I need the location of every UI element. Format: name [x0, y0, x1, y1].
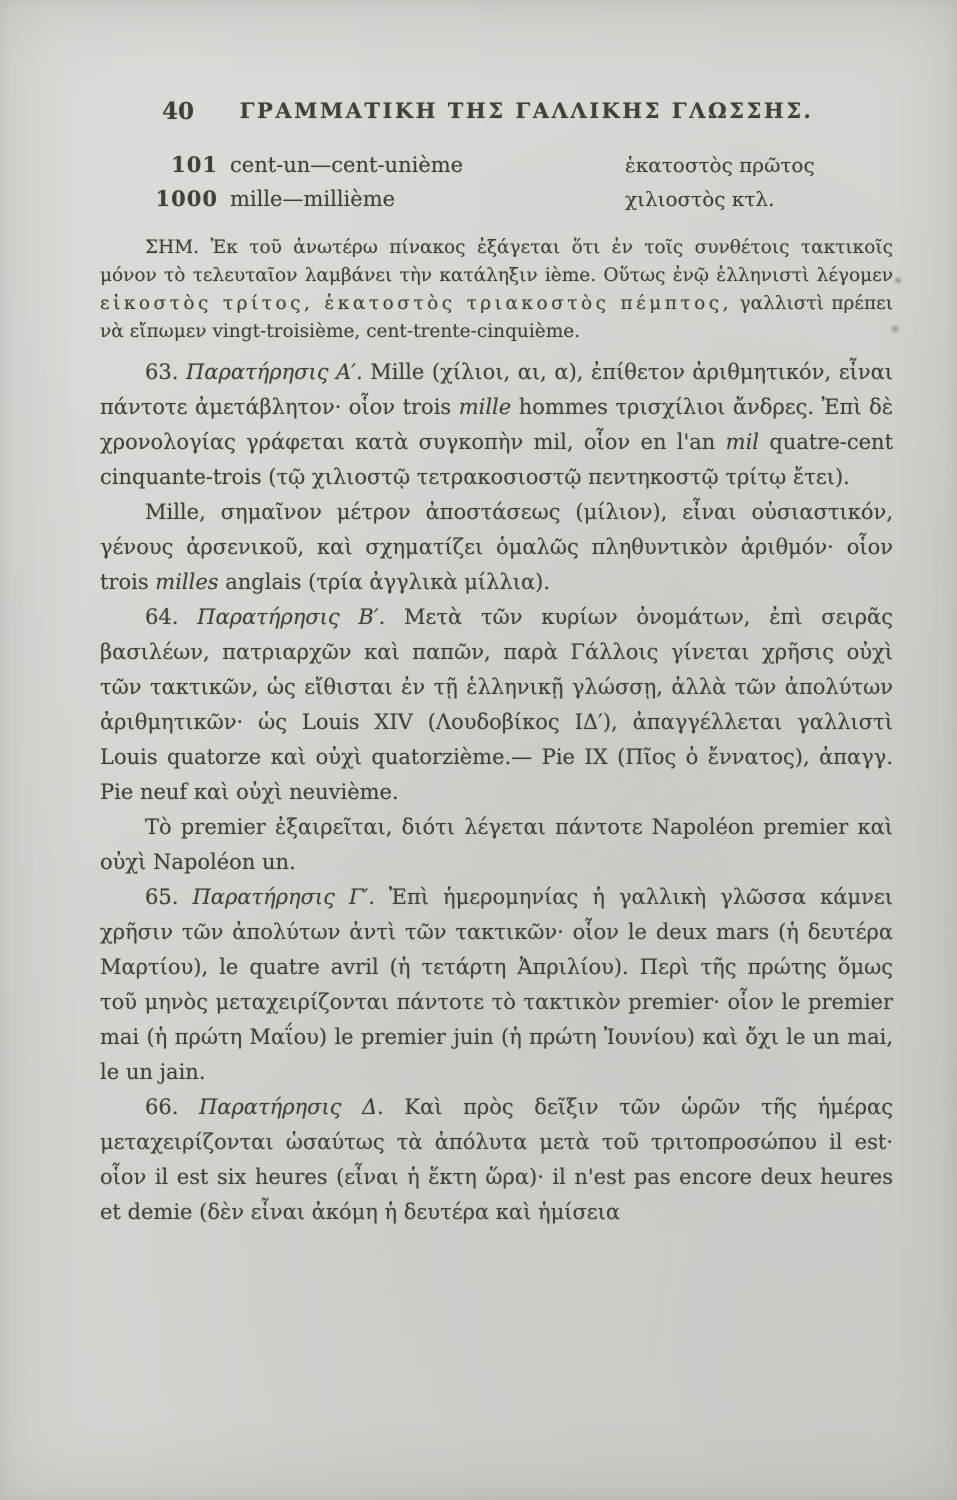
text-run: καὶ οὐχὶ: [261, 745, 372, 769]
text-run: le deux mars: [627, 920, 770, 944]
text-run: Napoléon premier: [651, 815, 849, 839]
text-run: Napoléon un.: [153, 850, 296, 874]
text-run: 63.: [145, 360, 186, 384]
text-run: Ἐπὶ ἡμερομηνίας ἡ γαλλικὴ γλῶσσα κάμνει χρῆσιν τῶν ἀπολύτων ἀντὶ τῶν τακτικῶν· οἷον: [100, 885, 894, 944]
greek-translation: χιλιοστὸς κτλ.: [625, 187, 775, 211]
text-run: il est: [829, 1130, 887, 1154]
text-run: ἐξαιρεῖται, διότι λέγεται πάντοτε: [265, 815, 652, 839]
text-run: il est six heures: [154, 1165, 328, 1189]
text-run: Παρατήρησις Γ′.: [192, 885, 375, 909]
text-run: le premier juin: [334, 1025, 494, 1049]
body-text: [100, 234, 893, 1230]
text-run: Τὸ: [145, 815, 181, 839]
paragraph-66: [100, 1090, 893, 1230]
text-run: Ἐκ τοῦ ἀνωτέρω πίνακος ἐξάγεται ὅτι ἐν τοῖς συνθέτοις τακτικοῖς μόνον τὸ τελευταῖον λαμβάνει τὴν κατάληξιν: [100, 237, 893, 286]
text-run: (τρία ἀγγλικὰ μίλλια).: [308, 570, 550, 594]
text-run: . Οὕτως ἐνῷ ἑλληνιστὶ λέγομεν: [590, 265, 893, 286]
text-run: , σημαῖνον μέτρον ἀποστάσεως (μίλιον), εἶναι οὐσιαστικόν, γένους ἀρσενικοῦ, καὶ σχηματίζει ὁμαλῶς πληθυντικὸν ἀριθμόν· οἷον: [100, 500, 893, 559]
text-run: (χίλιοι, αι, α), ἐπίθετον ἀριθμητικόν, εἶναι πάντοτε ἀμετάβλητον· οἷον: [100, 360, 893, 419]
text-run: en l'an: [640, 430, 726, 454]
numeral-table: [100, 152, 893, 220]
text-run: mil: [533, 430, 567, 454]
text-run: , οἷον: [566, 430, 641, 454]
text-run: Παρατήρησις Β′.: [197, 605, 386, 629]
paragraph-63: [100, 355, 893, 495]
text-run: vingt-troisième, cent-trente-cinquième.: [212, 321, 581, 342]
numeral-value: 1000: [155, 186, 218, 211]
text-run: le quatre avril: [219, 955, 379, 979]
french-ordinal: cent-un—cent-unième: [230, 153, 464, 177]
text-run: (ἡ πρώτη Μαΐου): [139, 1025, 335, 1049]
text-run: 64.: [145, 605, 198, 629]
text-run: καὶ οὐχὶ: [187, 780, 290, 804]
text-run: καὶ οὐχὶ: [100, 815, 893, 874]
text-run: Καὶ πρὸς δεῖξιν τῶν ὡρῶν τῆς ἡμέρας μεταχειρίζονται ὡσαύτως τὰ ἀπόλυτα μετὰ τοῦ τριτοπροσώπου: [100, 1095, 893, 1154]
french-ordinal: mille—millième: [230, 187, 396, 211]
text-run: 65.: [145, 885, 193, 909]
numeral-row-101: [100, 152, 893, 186]
text-run: · οἷον: [713, 990, 782, 1014]
text-run: · οἷον: [100, 1130, 893, 1189]
text-run: Παρατήρησις Δ.: [198, 1095, 384, 1119]
text-run: milles: [155, 570, 219, 594]
text-run: quatre-cent cinquante-trois: [100, 430, 894, 489]
text-run: neuvième.: [289, 780, 399, 804]
text-run: le un mai, le un jain.: [100, 1025, 894, 1084]
text-run: —: [511, 745, 542, 769]
text-run: premier: [180, 815, 266, 839]
paper-speck: [893, 276, 903, 285]
numeral-row-1000: [100, 186, 893, 220]
text-run: εἰκοστὸς τρίτος, ἑκατοστὸς τριακοστὸς πέμπτος,: [100, 293, 733, 314]
text-run: quatorzième.: [371, 745, 512, 769]
text-run: trois: [402, 395, 459, 419]
text-run: ΣΗΜ.: [145, 237, 211, 258]
running-title: ΓΡΑΜΜΑΤΙΚΗ ΤΗΣ ΓΑΛΛΙΚΗΣ ΓΛΩΣΣΗΣ.: [239, 98, 814, 123]
text-run: mille: [458, 395, 512, 419]
text-run: Μετὰ τῶν κυρίων ὀνομάτων, ἐπὶ σειρᾶς βασιλέων, πατριαρχῶν καὶ παπῶν, παρὰ Γάλλοις γίνεται χρῆσις οὐχὶ τῶν τακτικῶν, ὡς εἴθισται ἐν τῇ ἑλληνικῇ γλώσσῃ, ἀλλὰ τῶν ἀπολύτων ἀριθμητικῶν· ὡς: [100, 605, 893, 734]
numeral-value: 101: [171, 152, 218, 177]
paragraph-64: [100, 600, 893, 810]
text-run: (εἶναι ἡ ἕκτη ὥρα)·: [327, 1165, 553, 1189]
text-run: (Πῖος ὁ ἔννατος), ἀπαγγ.: [607, 745, 894, 769]
text-run: 66.: [145, 1095, 199, 1119]
page-header: [100, 98, 893, 128]
text-run: (Λουδοβίκος ΙΔ′), ἀπαγγέλλεται γαλλιστὶ: [412, 710, 893, 734]
text-run: γαλλιστὶ πρέπει νὰ εἴπωμεν: [100, 293, 894, 342]
text-run: ième: [544, 265, 591, 286]
text-run: mil: [725, 430, 760, 454]
text-run: (ἡ δευτέρα Μαρτίου),: [100, 920, 894, 979]
text-run: Pie IX: [541, 745, 608, 769]
text-run: Mille: [370, 360, 425, 384]
text-run: anglais: [218, 570, 309, 594]
text-run: (ἡ τετάρτη Ἀπριλίου). Περὶ τῆς πρώτης ὅμως τοῦ μηνὸς μεταχειρίζονται πάντοτε τὸ τακτικὸν: [100, 955, 893, 1014]
text-run: τρισχίλιοι ἄνδρες. Ἐπὶ δὲ χρονολογίας γράφεται κατὰ συγκοπὴν: [100, 395, 893, 454]
text-run: hommes: [511, 395, 616, 419]
paragraph-premier: [100, 810, 893, 880]
page-number: 40: [162, 98, 195, 125]
text-run: Louis quatorze: [100, 745, 262, 769]
paragraph-mille: [100, 495, 893, 600]
text-run: Παρατήρησις Α′.: [185, 360, 363, 384]
paragraph-65: [100, 880, 893, 1090]
note-sim-paragraph: [100, 234, 893, 346]
text-run: (τῷ χιλιοστῷ τετρακοσιοστῷ πεντηκοστῷ τρίτῳ ἔτει).: [268, 465, 850, 489]
text-run: premier: [628, 990, 714, 1014]
text-run: Louis XIV: [301, 710, 413, 734]
text-run: le premier mai: [100, 990, 894, 1049]
text-run: il n'est pas encore deux heures et demie: [100, 1165, 893, 1224]
text-run: (ἡ πρώτη Ἰουνίου) καὶ ὄχι: [493, 1025, 787, 1049]
text-run: (δὲν εἶναι ἀκόμη ἡ δευτέρα καὶ ἡμίσεια: [192, 1200, 621, 1224]
text-run: Mille: [145, 500, 200, 524]
text-run: Pie neuf: [100, 780, 188, 804]
page-content: [100, 98, 893, 1230]
text-run: trois: [100, 570, 156, 594]
greek-translation: ἑκατοστὸς πρῶτος: [625, 153, 815, 177]
